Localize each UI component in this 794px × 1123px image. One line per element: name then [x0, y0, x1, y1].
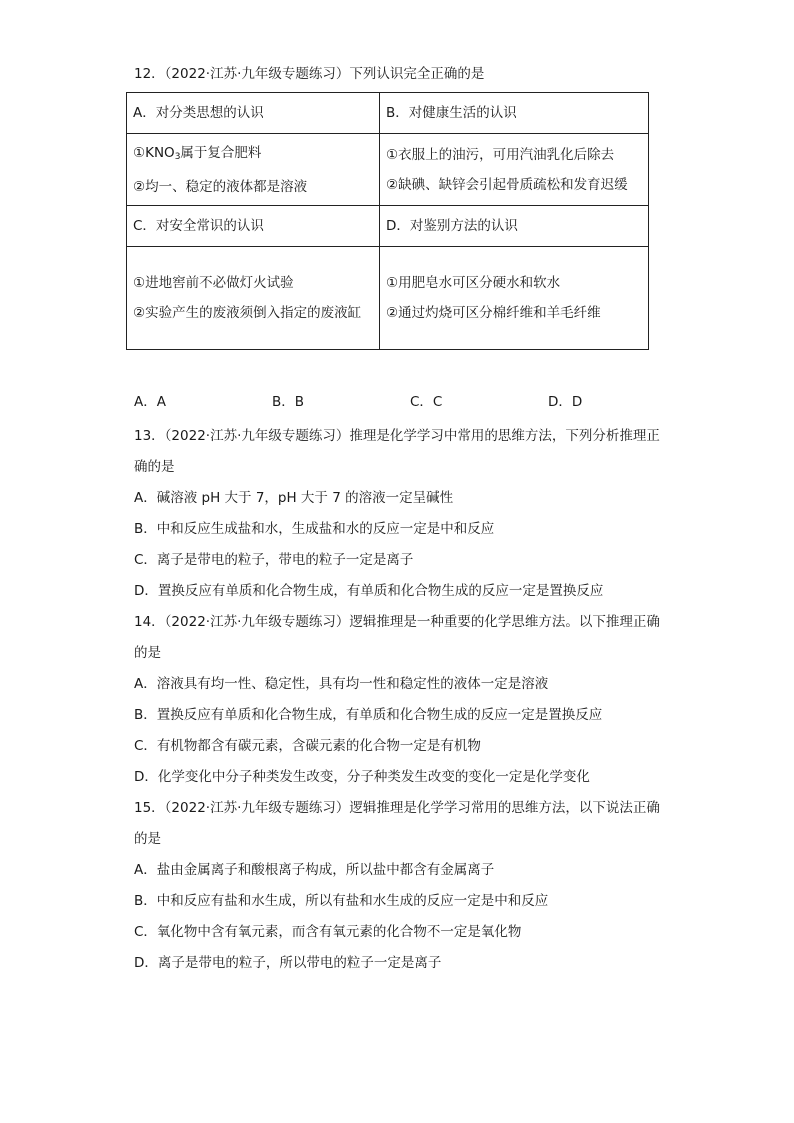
q13-option-a[interactable]: A．碱溶液 pH 大于 7，pH 大于 7 的溶液一定呈碱性	[134, 490, 454, 506]
q12-a-item-2: ②均一、稳定的液体都是溶液	[133, 178, 308, 195]
q12-a-item-1: $①KNO_3$属于复合肥料	[133, 144, 262, 162]
q12-d-item-1: ①用肥皂水可区分硬水和软水	[386, 275, 561, 291]
q14-option-c[interactable]: C．有机物都含有碳元素，含碳元素的化合物一定是有机物	[134, 738, 481, 754]
q12-c-item-2: ②实验产生的废液须倒入指定的废液缸	[133, 305, 362, 321]
q13-stem-line-2: 确的是	[134, 459, 175, 475]
q12-stem: 12．（2022·江苏·九年级专题练习）下列认识完全正确的是	[134, 66, 485, 82]
q15-stem-line-1: 15．（2022·江苏·九年级专题练习）逻辑推理是化学学习常用的思维方法，以下说法正确	[134, 800, 660, 816]
q12-table	[126, 92, 649, 350]
q15-option-c[interactable]: C．氧化物中含有氧元素，而含有氧元素的化合物不一定是氧化物	[134, 924, 522, 940]
q12-cell-a-head: A．对分类思想的认识	[127, 93, 380, 134]
q13-stem-line-1: 13．（2022·江苏·九年级专题练习）推理是化学学习中常用的思维方法，下列分析推理正	[134, 428, 660, 444]
q12-cell-c-body	[127, 247, 380, 350]
q12-b-item-1: ①衣服上的油污，可用汽油乳化后除去	[386, 146, 615, 163]
q14-stem-line-1: 14．（2022·江苏·九年级专题练习）逻辑推理是一种重要的化学思维方法。以下推理正确	[134, 614, 660, 630]
q15-option-a[interactable]: A．盐由金属离子和酸根离子构成，所以盐中都含有金属离子	[134, 862, 495, 878]
q13-option-b[interactable]: B．中和反应生成盐和水，生成盐和水的反应一定是中和反应	[134, 521, 495, 537]
q12-d-item-2: ②通过灼烧可区分棉纤维和羊毛纤维	[386, 305, 601, 321]
q12-cell-a-body	[127, 134, 380, 206]
q12-cell-d-head: D．对鉴别方法的认识	[380, 206, 649, 247]
q14-option-b[interactable]: B．置换反应有单质和化合物生成，有单质和化合物生成的反应一定是置换反应	[134, 707, 603, 723]
q12-option-a[interactable]: A．A	[134, 394, 166, 410]
q12-option-c[interactable]: C．C	[410, 394, 443, 410]
q14-stem-line-2: 的是	[134, 645, 161, 661]
q12-c-item-1: ①进地窖前不必做灯火试验	[133, 275, 294, 291]
q12-cell-b-body	[380, 134, 649, 206]
q12-b-item-2: ②缺碘、缺锌会引起骨质疏松和发育迟缓	[386, 176, 628, 193]
q12-cell-c-head: C．对安全常识的认识	[127, 206, 380, 247]
q14-option-d[interactable]: D．化学变化中分子种类发生改变，分子种类发生改变的变化一定是化学变化	[134, 769, 590, 785]
q14-option-a[interactable]: A．溶液具有均一性、稳定性，具有均一性和稳定性的液体一定是溶液	[134, 676, 549, 692]
q12-option-b[interactable]: B．B	[272, 394, 305, 410]
q13-option-c[interactable]: C．离子是带电的粒子，带电的粒子一定是离子	[134, 552, 414, 568]
q12-cell-b-head: B．对健康生活的认识	[380, 93, 649, 134]
q15-option-b[interactable]: B．中和反应有盐和水生成，所以有盐和水生成的反应一定是中和反应	[134, 893, 549, 909]
q12-options	[134, 392, 634, 412]
q15-stem-line-2: 的是	[134, 831, 161, 847]
q13-option-d[interactable]: D．置换反应有单质和化合物生成，有单质和化合物生成的反应一定是置换反应	[134, 583, 604, 599]
q15-option-d[interactable]: D．离子是带电的粒子，所以带电的粒子一定是离子	[134, 955, 442, 971]
q12-option-d[interactable]: D．D	[548, 394, 583, 410]
q12-cell-d-body	[380, 247, 649, 350]
